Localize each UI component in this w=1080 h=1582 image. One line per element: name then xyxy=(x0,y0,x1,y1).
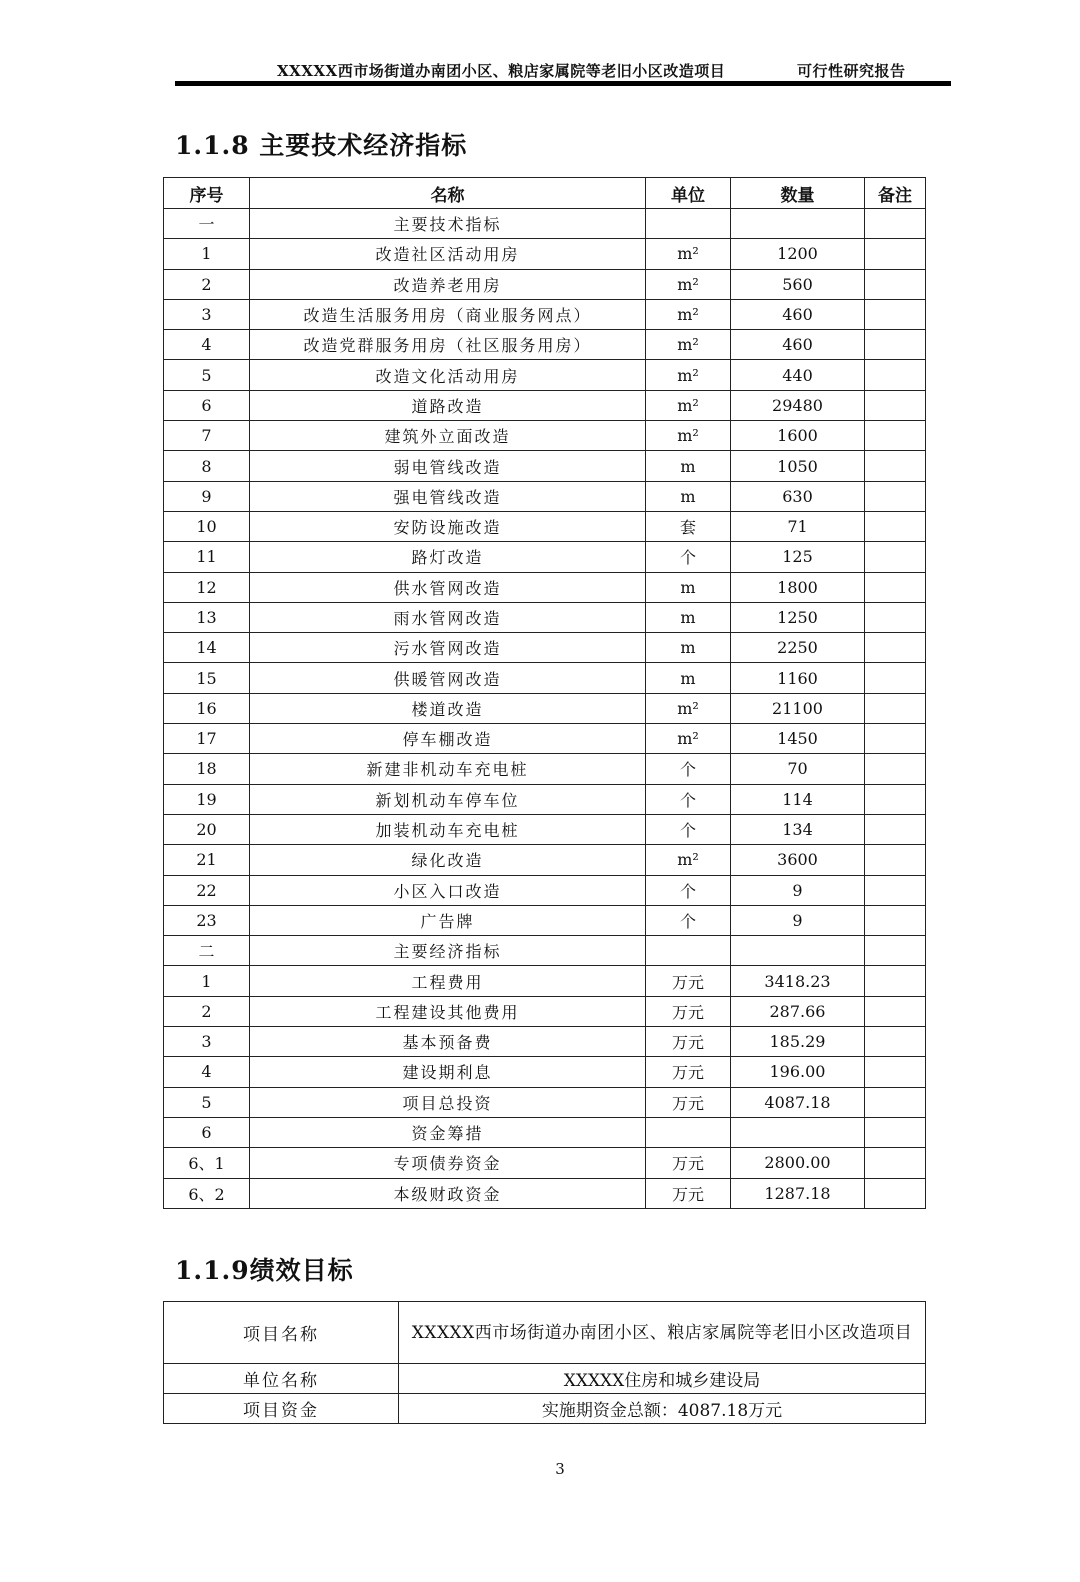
row-name: 基本预备费 xyxy=(250,1027,646,1057)
row-quantity: 9 xyxy=(731,875,865,905)
row-unit: 万元 xyxy=(646,1087,731,1117)
row-name: 工程建设其他费用 xyxy=(250,996,646,1026)
section-heading-performance: 1.1.9绩效目标 xyxy=(175,1256,354,1285)
row-index: 2 xyxy=(164,269,250,299)
row-remark xyxy=(865,209,926,239)
table-row xyxy=(164,360,926,390)
indicators-table xyxy=(163,177,926,1209)
row-quantity: 460 xyxy=(731,330,865,360)
row-quantity: 9 xyxy=(731,905,865,935)
row-unit: m² xyxy=(646,724,731,754)
table-row xyxy=(164,966,926,996)
row-name: 强电管线改造 xyxy=(250,481,646,511)
row-remark xyxy=(865,1027,926,1057)
table-row xyxy=(164,814,926,844)
row-quantity: 1250 xyxy=(731,602,865,632)
row-index: 18 xyxy=(164,754,250,784)
table-row xyxy=(164,1394,926,1424)
table-row xyxy=(164,269,926,299)
row-unit: 个 xyxy=(646,814,731,844)
row-remark xyxy=(865,390,926,420)
table-row xyxy=(164,299,926,329)
row-quantity: 560 xyxy=(731,269,865,299)
row-name: 楼道改造 xyxy=(250,693,646,723)
row-remark xyxy=(865,784,926,814)
row-remark xyxy=(865,269,926,299)
row-name: 资金筹措 xyxy=(250,1117,646,1147)
row-name: 改造党群服务用房（社区服务用房） xyxy=(250,330,646,360)
row-quantity xyxy=(731,209,865,239)
table-row xyxy=(164,330,926,360)
row-remark xyxy=(865,663,926,693)
table-header-row xyxy=(164,178,926,209)
row-unit: 个 xyxy=(646,875,731,905)
row-name: 道路改造 xyxy=(250,390,646,420)
row-unit: m² xyxy=(646,421,731,451)
row-remark xyxy=(865,1178,926,1208)
row-name: 弱电管线改造 xyxy=(250,451,646,481)
table-row xyxy=(164,390,926,420)
table-row xyxy=(164,784,926,814)
row-name: 建设期利息 xyxy=(250,1057,646,1087)
row-name: 安防设施改造 xyxy=(250,511,646,541)
row-index: 22 xyxy=(164,875,250,905)
row-remark xyxy=(865,1117,926,1147)
row-unit: m² xyxy=(646,299,731,329)
row-index: 16 xyxy=(164,693,250,723)
table-row xyxy=(164,936,926,966)
table-row xyxy=(164,693,926,723)
table-row xyxy=(164,724,926,754)
row-name: 改造养老用房 xyxy=(250,269,646,299)
row-remark xyxy=(865,814,926,844)
row-name: 供水管网改造 xyxy=(250,572,646,602)
row-index: 1 xyxy=(164,966,250,996)
row-index: 6、1 xyxy=(164,1148,250,1178)
row-unit: m² xyxy=(646,845,731,875)
section-heading-indicators: 1.1.8 主要技术经济指标 xyxy=(175,131,468,160)
row-quantity: 440 xyxy=(731,360,865,390)
row-remark xyxy=(865,1087,926,1117)
table-row xyxy=(164,451,926,481)
table-row xyxy=(164,542,926,572)
table-row xyxy=(164,905,926,935)
row-value: 实施期资金总额：4087.18万元 xyxy=(399,1394,926,1424)
table-row xyxy=(164,421,926,451)
row-index: 3 xyxy=(164,1027,250,1057)
row-remark xyxy=(865,996,926,1026)
table-row xyxy=(164,754,926,784)
row-index: 17 xyxy=(164,724,250,754)
row-unit: 个 xyxy=(646,754,731,784)
row-unit: m xyxy=(646,602,731,632)
table-row xyxy=(164,1178,926,1208)
row-name: 路灯改造 xyxy=(250,542,646,572)
row-unit: m xyxy=(646,572,731,602)
row-name: 新建非机动车充电桩 xyxy=(250,754,646,784)
row-unit: m xyxy=(646,481,731,511)
page-number: 3 xyxy=(555,1460,565,1478)
row-remark xyxy=(865,239,926,269)
row-index: 4 xyxy=(164,1057,250,1087)
row-quantity: 2800.00 xyxy=(731,1148,865,1178)
row-index: 9 xyxy=(164,481,250,511)
row-quantity: 1800 xyxy=(731,572,865,602)
row-name: 主要技术指标 xyxy=(250,209,646,239)
table-row xyxy=(164,572,926,602)
row-index: 23 xyxy=(164,905,250,935)
row-remark xyxy=(865,845,926,875)
table-row xyxy=(164,1302,926,1364)
row-name: 改造社区活动用房 xyxy=(250,239,646,269)
row-index: 12 xyxy=(164,572,250,602)
row-remark xyxy=(865,299,926,329)
row-quantity: 196.00 xyxy=(731,1057,865,1087)
row-remark xyxy=(865,451,926,481)
row-index: 8 xyxy=(164,451,250,481)
row-remark xyxy=(865,602,926,632)
row-unit: m² xyxy=(646,239,731,269)
row-quantity: 460 xyxy=(731,299,865,329)
row-unit: 万元 xyxy=(646,1027,731,1057)
table-row xyxy=(164,663,926,693)
row-name: 工程费用 xyxy=(250,966,646,996)
column-header: 单位 xyxy=(646,178,731,209)
row-unit: 个 xyxy=(646,905,731,935)
row-index: 14 xyxy=(164,633,250,663)
row-value: XXXXX住房和城乡建设局 xyxy=(399,1364,926,1394)
row-name: 改造生活服务用房（商业服务网点） xyxy=(250,299,646,329)
row-unit: m xyxy=(646,451,731,481)
row-name: 停车棚改造 xyxy=(250,724,646,754)
row-name: 加装机动车充电桩 xyxy=(250,814,646,844)
header-rule xyxy=(175,81,951,86)
column-header: 名称 xyxy=(250,178,646,209)
row-quantity: 1200 xyxy=(731,239,865,269)
table-row xyxy=(164,996,926,1026)
indicators-body xyxy=(164,209,926,1209)
row-remark xyxy=(865,542,926,572)
row-index: 二 xyxy=(164,936,250,966)
row-remark xyxy=(865,330,926,360)
row-name: 改造文化活动用房 xyxy=(250,360,646,390)
row-unit: m xyxy=(646,633,731,663)
row-index: 19 xyxy=(164,784,250,814)
row-unit: 万元 xyxy=(646,966,731,996)
table-row xyxy=(164,633,926,663)
row-name: 专项债券资金 xyxy=(250,1148,646,1178)
row-quantity: 1287.18 xyxy=(731,1178,865,1208)
table-row xyxy=(164,239,926,269)
row-index: 7 xyxy=(164,421,250,451)
row-name: 广告牌 xyxy=(250,905,646,935)
row-unit: m² xyxy=(646,693,731,723)
row-index: 6、2 xyxy=(164,1178,250,1208)
row-remark xyxy=(865,966,926,996)
row-unit: m xyxy=(646,663,731,693)
row-remark xyxy=(865,1057,926,1087)
row-name: 建筑外立面改造 xyxy=(250,421,646,451)
row-unit: m² xyxy=(646,330,731,360)
table-row xyxy=(164,845,926,875)
row-quantity: 1160 xyxy=(731,663,865,693)
row-index: 6 xyxy=(164,1117,250,1147)
row-index: 20 xyxy=(164,814,250,844)
table-row xyxy=(164,875,926,905)
row-quantity: 3600 xyxy=(731,845,865,875)
row-quantity: 3418.23 xyxy=(731,966,865,996)
row-value: XXXXX西市场街道办南团小区、粮店家属院等老旧小区改造项目 xyxy=(399,1302,926,1364)
row-remark xyxy=(865,724,926,754)
row-unit: m² xyxy=(646,390,731,420)
row-index: 21 xyxy=(164,845,250,875)
row-unit: m² xyxy=(646,269,731,299)
row-unit xyxy=(646,209,731,239)
row-quantity xyxy=(731,1117,865,1147)
row-unit: 万元 xyxy=(646,996,731,1026)
row-quantity: 71 xyxy=(731,511,865,541)
row-remark xyxy=(865,511,926,541)
row-remark xyxy=(865,481,926,511)
row-quantity: 29480 xyxy=(731,390,865,420)
row-name: 污水管网改造 xyxy=(250,633,646,663)
row-index: 4 xyxy=(164,330,250,360)
row-remark xyxy=(865,421,926,451)
row-remark xyxy=(865,936,926,966)
row-quantity: 1450 xyxy=(731,724,865,754)
row-remark xyxy=(865,693,926,723)
row-index: 6 xyxy=(164,390,250,420)
row-quantity: 185.29 xyxy=(731,1027,865,1057)
row-quantity: 4087.18 xyxy=(731,1087,865,1117)
table-row xyxy=(164,511,926,541)
row-remark xyxy=(865,875,926,905)
row-name: 雨水管网改造 xyxy=(250,602,646,632)
row-index: 5 xyxy=(164,360,250,390)
row-index: 1 xyxy=(164,239,250,269)
row-remark xyxy=(865,1148,926,1178)
row-quantity xyxy=(731,936,865,966)
row-quantity: 114 xyxy=(731,784,865,814)
row-index: 2 xyxy=(164,996,250,1026)
row-remark xyxy=(865,572,926,602)
header-subtitle: 可行性研究报告 xyxy=(797,62,906,80)
running-header xyxy=(175,55,951,81)
row-unit: 个 xyxy=(646,784,731,814)
table-row xyxy=(164,481,926,511)
table-row xyxy=(164,1087,926,1117)
row-label: 项目资金 xyxy=(164,1394,399,1424)
column-header: 数量 xyxy=(731,178,865,209)
row-index: 11 xyxy=(164,542,250,572)
row-index: 13 xyxy=(164,602,250,632)
table-row xyxy=(164,1117,926,1147)
table-row xyxy=(164,1364,926,1394)
row-unit: 套 xyxy=(646,511,731,541)
row-quantity: 287.66 xyxy=(731,996,865,1026)
row-name: 小区入口改造 xyxy=(250,875,646,905)
row-index: 3 xyxy=(164,299,250,329)
row-label: 项目名称 xyxy=(164,1302,399,1364)
row-name: 主要经济指标 xyxy=(250,936,646,966)
row-name: 供暖管网改造 xyxy=(250,663,646,693)
row-index: 一 xyxy=(164,209,250,239)
column-header: 序号 xyxy=(164,178,250,209)
row-quantity: 134 xyxy=(731,814,865,844)
row-unit: 个 xyxy=(646,542,731,572)
row-unit xyxy=(646,936,731,966)
row-quantity: 1600 xyxy=(731,421,865,451)
column-header: 备注 xyxy=(865,178,926,209)
table-row xyxy=(164,1057,926,1087)
row-remark xyxy=(865,360,926,390)
row-index: 10 xyxy=(164,511,250,541)
table-row xyxy=(164,209,926,239)
row-label: 单位名称 xyxy=(164,1364,399,1394)
table-row xyxy=(164,602,926,632)
row-name: 新划机动车停车位 xyxy=(250,784,646,814)
row-unit: 万元 xyxy=(646,1178,731,1208)
row-name: 项目总投资 xyxy=(250,1087,646,1117)
row-quantity: 630 xyxy=(731,481,865,511)
row-unit: 万元 xyxy=(646,1057,731,1087)
row-index: 5 xyxy=(164,1087,250,1117)
row-quantity: 70 xyxy=(731,754,865,784)
row-quantity: 21100 xyxy=(731,693,865,723)
row-unit: 万元 xyxy=(646,1148,731,1178)
row-quantity: 2250 xyxy=(731,633,865,663)
row-quantity: 1050 xyxy=(731,451,865,481)
header-title: XXXXX西市场街道办南团小区、粮店家属院等老旧小区改造项目 xyxy=(277,62,726,80)
performance-table xyxy=(163,1301,926,1424)
row-remark xyxy=(865,905,926,935)
row-index: 15 xyxy=(164,663,250,693)
table-row xyxy=(164,1148,926,1178)
row-name: 绿化改造 xyxy=(250,845,646,875)
row-unit xyxy=(646,1117,731,1147)
row-quantity: 125 xyxy=(731,542,865,572)
row-name: 本级财政资金 xyxy=(250,1178,646,1208)
row-unit: m² xyxy=(646,360,731,390)
table-row xyxy=(164,1027,926,1057)
row-remark xyxy=(865,633,926,663)
row-remark xyxy=(865,754,926,784)
